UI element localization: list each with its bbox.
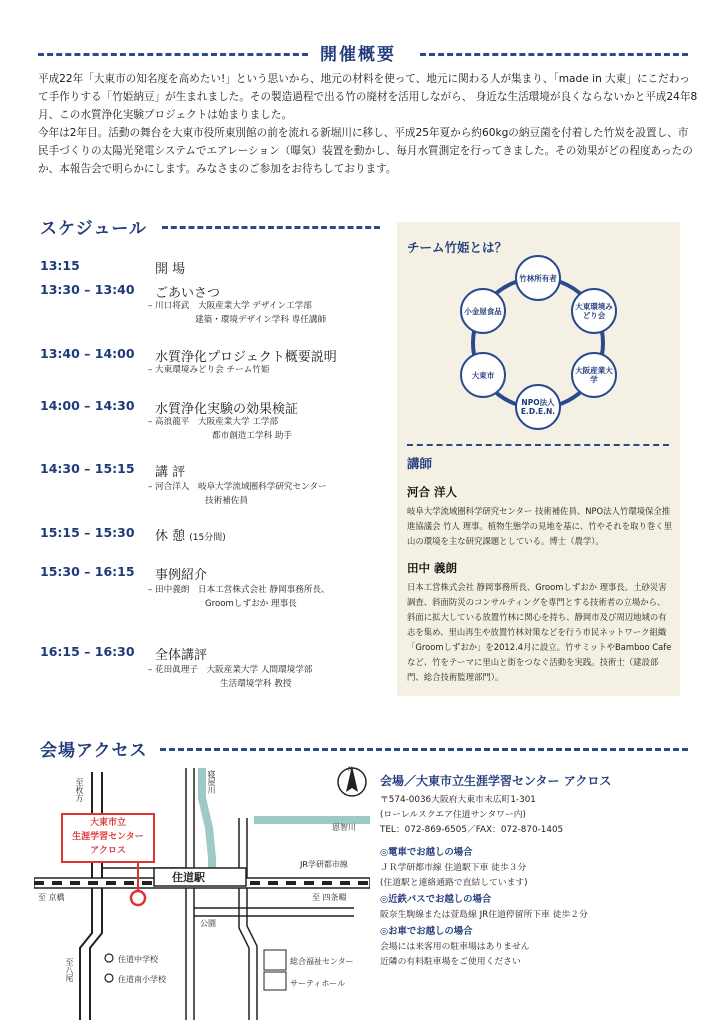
schedule-time: 13:15 xyxy=(40,258,80,273)
schedule-title-text xyxy=(155,525,226,544)
team-node: 大東市 xyxy=(460,352,506,398)
car-heading: ◎お車でお越しの場合 xyxy=(380,926,473,937)
train-line: ＪＲ学研都市線 住道駅下車 徒歩３分 xyxy=(380,863,527,873)
access-title: 会場アクセス xyxy=(40,741,148,761)
map-label-onchi-river: 恩智川 xyxy=(332,823,356,832)
overview-title: 開催概要 xyxy=(320,45,396,65)
team-info-box xyxy=(397,222,680,696)
schedule-sub: – 大東環境みどり会 チーム竹姫 xyxy=(148,365,270,375)
schedule-sub: 技術補佐員 xyxy=(205,496,248,506)
team-title: チーム竹姫とは？ xyxy=(407,240,508,255)
schedule-title-text: 開 場 xyxy=(155,262,186,277)
schedule-title-text: ごあいさつ xyxy=(155,286,221,301)
overview-line-left xyxy=(38,53,308,56)
schedule-title-text: 事例紹介 xyxy=(155,568,208,583)
schedule-sub: – 花田眞理子 大阪産業大学 人間環境学部 xyxy=(148,665,313,675)
lecturer-divider xyxy=(407,444,669,446)
map-label-neyagawa: 寝屋川 xyxy=(207,770,216,794)
schedule-sub: 生活環境学科 教授 xyxy=(220,679,292,689)
schedule-title-main: 休 憩 xyxy=(155,529,186,544)
map-label-kyobashi: 至 京橋 xyxy=(38,893,65,902)
map-label-school-1: 住道中学校 xyxy=(118,955,158,964)
overview-line-right xyxy=(420,53,688,56)
venue-label-line: アクロス xyxy=(90,846,126,856)
schedule-line xyxy=(162,226,380,229)
station-label: 住道駅 xyxy=(172,871,205,884)
schedule-sub: – 河合洋人 岐阜大学流域圏科学研究センター xyxy=(148,482,327,492)
map-label-park: 公園 xyxy=(200,919,216,928)
train-line: (住道駅と連絡通路で直結しています) xyxy=(380,878,528,888)
venue-tel: TEL：072-869-6505／FAX：072-870-1405 xyxy=(380,825,564,835)
schedule-title-note: (15分間) xyxy=(189,533,226,543)
team-node: 大東環境みどり会 xyxy=(571,288,617,334)
schedule-time: 13:30 – 13:40 xyxy=(40,282,135,297)
schedule-title-text: 水質浄化実験の効果検証 xyxy=(155,402,299,417)
team-node: 大阪産業大学 xyxy=(571,352,617,398)
schedule-time: 15:30 – 16:15 xyxy=(40,564,135,579)
overview-paragraph-2: 今年は2年目。活動の舞台を大東市役所東別館の前を流れる新堀川に移し、平成25年夏から約60kgの納豆菌を付着した竹炭を設置し、市民手づくりの太陽光発電システムでエアレーション（曝気）装置を動かし、毎月水質測定を行ってきました。その効果がどの程度あったのか、本報告会で明らかにします。みなさまのご参加をお待ちしております。 xyxy=(38,127,693,175)
car-line: 会場には来客用の駐車場はありません xyxy=(380,942,530,952)
team-node: 小金屋食品 xyxy=(460,288,506,334)
schedule-sub: – 田中義朗 日本工営株式会社 静岡事務所長、 xyxy=(148,585,330,595)
map-label-shijonawate: 至 四条畷 xyxy=(312,893,347,902)
schedule-sub: – 川口将武 大阪産業大学 デザイン工学部 xyxy=(148,301,312,311)
schedule-time: 14:00 – 14:30 xyxy=(40,398,135,413)
schedule-sub: 建築・環境デザイン学科 専任講師 xyxy=(195,315,327,325)
venue-address: 〒574-0036大阪府大東市末広町1-301 xyxy=(380,795,536,805)
team-node: 竹林所有者 xyxy=(515,255,561,301)
map-label-hachio: 至八尾 xyxy=(65,958,74,982)
schedule-sub: 都市創造工学科 助手 xyxy=(212,431,293,441)
schedule-time: 14:30 – 15:15 xyxy=(40,461,135,476)
access-line xyxy=(160,748,688,751)
lecturer-title: 講師 xyxy=(407,456,433,471)
schedule-title: スケジュール xyxy=(40,219,147,239)
lecturer-name: 河合 洋人 xyxy=(407,485,458,499)
overview-paragraph-1: 平成22年「大東市の知名度を高めたい!」という思いから、地元の材料を使って、地元に関わる人が集まり、「made in 大東」にこだわって手作りする「竹姫納豆」が生まれました。その製造過程で出る竹の廃材を活用しながら、 身近な生活環境が良くならないかと平成24年8月、この水質浄化実験プロジェクトは始まりました。 xyxy=(38,73,698,121)
schedule-time: 13:40 – 14:00 xyxy=(40,346,135,361)
schedule-title-text: 講 評 xyxy=(155,465,186,480)
map-label-hall: サーティホール xyxy=(290,979,346,988)
schedule-time: 15:15 – 15:30 xyxy=(40,525,135,540)
access-info xyxy=(380,772,690,970)
team-node: NPO法人E.D.E.N. xyxy=(515,384,561,430)
map-label-hirakata: 至枚方 xyxy=(75,778,84,802)
map-label-welfare: 総合福祉センター xyxy=(290,957,354,966)
lecturer-bio: 岐阜大学流域圏科学研究センター 技術補佐員、NPO法人竹環境保全推進協議会 竹人 理事。植物生態学の見地を基に、竹やそれを取り巻く里山の環境を主な研究課題としている。博士（農学）。 xyxy=(407,506,672,546)
venue-name: 会場／大東市立生涯学習センター アクロス xyxy=(380,774,612,788)
venue-label-line: 生涯学習センター xyxy=(72,832,144,842)
car-line: 近隣の有料駐車場をご使用ください xyxy=(380,957,521,967)
schedule-title-text: 水質浄化プロジェクト概要説明 xyxy=(155,350,337,365)
venue-building: (ローレルスクエア住道サンタワー内) xyxy=(380,810,526,820)
access-map xyxy=(34,758,370,1020)
map-label-jr-line: JR学研都市線 xyxy=(300,860,348,869)
lecturer-name: 田中 義朗 xyxy=(407,561,458,575)
lecturer-bio: 日本工営株式会社 静岡事務所長、Groomしずおか 理事長。土砂災害調査、斜面防災のコンサルティングを専門とする技術者の立場から、斜面に拡大している放置竹林に関心を持ち、静岡市及び周辺地域の有志を集め、里山再生や放置竹林対策などを行う市民ネットワーク組織「Groomしずおか」を2012.4月に設立。竹サミットやBamboo Cafeなど、竹をテーマに里山と街をつなぐ活動を実践。技術士（建設部門、総合技術監理部門）。 xyxy=(407,582,672,682)
schedule-time: 16:15 – 16:30 xyxy=(40,644,135,659)
train-heading: ◎電車でお越しの場合 xyxy=(380,847,473,858)
schedule-sub: Groomしずおか 理事長 xyxy=(205,599,297,609)
map-label-school-2: 住道南小学校 xyxy=(118,975,166,984)
venue-label xyxy=(62,816,154,858)
schedule-title-text: 全体講評 xyxy=(155,648,208,663)
overview-text xyxy=(38,70,698,178)
venue-label-line: 大東市立 xyxy=(89,818,126,828)
bus-line: 阪奈生駒線または萱島線 JR住道停留所下車 徒歩２分 xyxy=(380,910,588,920)
schedule-sub: – 高浪龍平 大阪産業大学 工学部 xyxy=(148,417,279,427)
bus-heading: ◎近鉄バスでお越しの場合 xyxy=(380,894,492,905)
map-north-label: N xyxy=(348,766,353,773)
